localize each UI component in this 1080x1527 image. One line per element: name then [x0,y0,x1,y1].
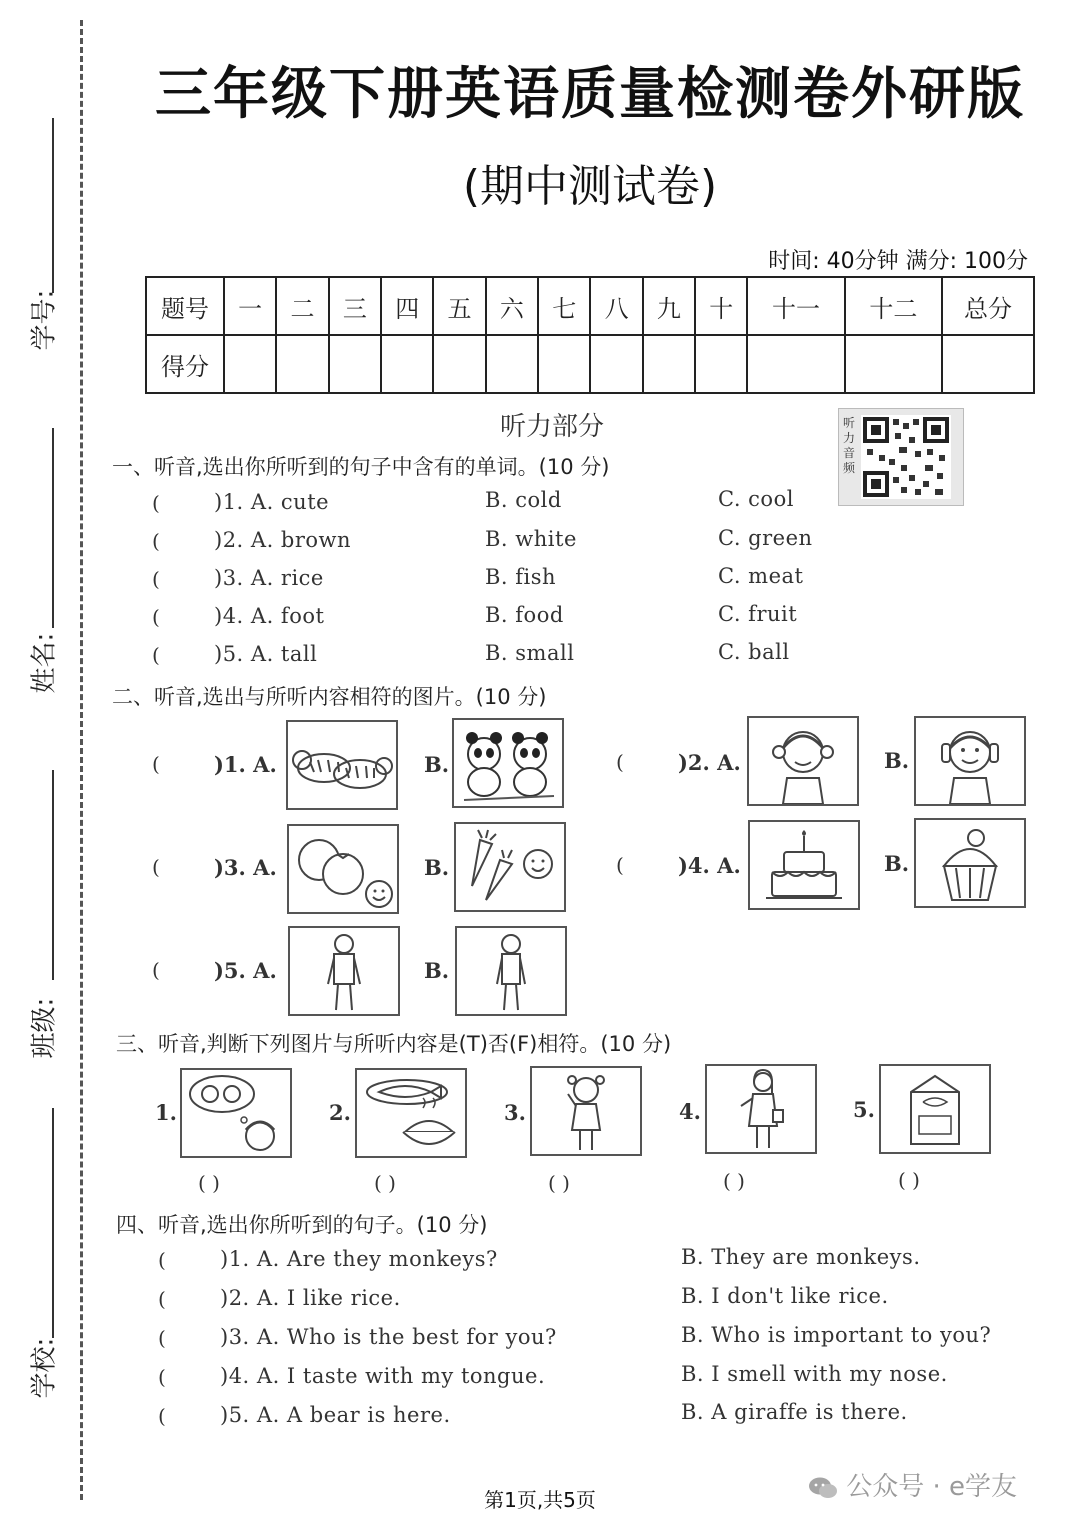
s3-q2-number: 2. [329,1100,351,1125]
table-cell: 十 [695,277,747,335]
s2-q1-label: )1. A. [214,752,277,777]
s2-q2-b-label: B. [884,748,910,773]
s1-q1-option-c: C. cool [718,487,794,511]
score-input-cell[interactable] [695,335,747,393]
answer-paren[interactable]: ( [152,643,160,667]
tf-answer-paren[interactable]: ( ) [548,1171,570,1195]
class-line [52,770,54,980]
s1-q2-option-c: C. green [718,526,813,550]
s1-q1-option-a: )1. A. cute [214,490,330,514]
score-input-cell[interactable] [276,335,328,393]
girl-touching-ears-picture[interactable] [914,716,1026,806]
page-subtitle: (期中测试卷) [462,161,718,212]
score-input-cell[interactable] [329,335,381,393]
cake-picture[interactable] [748,820,860,910]
table-cell: 四 [381,277,433,335]
pandas-picture[interactable] [452,718,564,808]
answer-paren[interactable]: ( [152,855,160,879]
s2-q4-label: )4. A. [678,853,741,878]
answer-paren[interactable]: ( [152,752,160,776]
s3-q4-number: 4. [679,1099,701,1124]
answer-paren[interactable]: ( [158,1248,166,1272]
carrots-picture[interactable] [454,822,566,912]
score-input-cell[interactable] [433,335,485,393]
tf-answer-paren[interactable]: ( ) [723,1169,745,1193]
woman-with-bag-picture[interactable] [705,1064,817,1154]
s1-q3-option-c: C. meat [718,564,804,588]
s1-q4-option-a: )4. A. foot [214,604,325,628]
s4-q3-option-b: B. Who is important to you? [681,1323,992,1347]
girl-eating-picture[interactable] [530,1066,642,1156]
section2-title: 二、听音,选出与所听内容相符的图片。(10 分) [112,685,547,709]
s4-q3-option-a: )3. A. Who is the best for you? [220,1325,557,1349]
school-label: 学校: [29,1337,60,1399]
tf-answer-paren[interactable]: ( ) [374,1171,396,1195]
s1-q5-option-b: B. small [485,641,575,665]
s4-q5-option-a: )5. A. A bear is here. [220,1403,451,1427]
score-table [145,276,1035,394]
score-input-cell[interactable] [538,335,590,393]
s4-q1-option-a: )1. A. Are they monkeys? [220,1247,498,1271]
answer-paren[interactable]: ( [158,1326,166,1350]
s1-q4-option-c: C. fruit [718,602,798,626]
answer-paren[interactable]: ( [158,1287,166,1311]
table-cell: 十二 [845,277,942,335]
table-cell: 一 [224,277,276,335]
watermark-text: 公众号 · e学友 [846,1472,1018,1502]
s3-q1-number: 1. [155,1100,177,1125]
student-no-label: 学号: [29,289,60,351]
table-cell: 八 [590,277,642,335]
score-input-cell[interactable] [643,335,695,393]
school-line [52,1108,54,1338]
answer-paren[interactable]: ( [616,750,624,774]
girl-thinking-lions-picture[interactable] [180,1068,292,1158]
s1-q2-option-b: B. white [485,527,577,551]
s4-q2-option-b: B. I don't like rice. [681,1284,889,1308]
tf-answer-paren[interactable]: ( ) [898,1168,920,1192]
tomatoes-picture[interactable] [287,824,399,914]
score-input-cell[interactable] [590,335,642,393]
s2-q3-label: )3. A. [214,855,277,880]
s1-q5-option-c: C. ball [718,640,790,664]
s1-q3-option-b: B. fish [485,565,557,589]
score-input-cell[interactable] [486,335,538,393]
score-table-score-row [146,335,1034,393]
s4-q4-option-a: )4. A. I taste with my tongue. [220,1364,546,1388]
page-title: 三年级下册英语质量检测卷外研版 [155,62,1025,127]
score-input-cell[interactable] [224,335,276,393]
table-cell: 九 [643,277,695,335]
watermark [808,1466,1017,1503]
s3-q5-number: 5. [853,1097,875,1122]
score-input-cell[interactable] [942,335,1034,393]
score-table-header-row [146,277,1034,335]
answer-paren[interactable]: ( [158,1404,166,1428]
milk-carton-picture[interactable] [879,1064,991,1154]
table-cell: 十一 [747,277,844,335]
table-cell: 题号 [146,277,224,335]
name-label: 姓名: [29,632,60,694]
s2-q5-label: )5. A. [214,958,277,983]
answer-paren[interactable]: ( [158,1365,166,1389]
tf-answer-paren[interactable]: ( ) [198,1171,220,1195]
score-input-cell[interactable] [747,335,844,393]
girl-touching-eyes-picture[interactable] [747,716,859,806]
answer-paren[interactable]: ( [152,958,160,982]
man-picture-a[interactable] [288,926,400,1016]
s4-q5-option-b: B. A giraffe is there. [681,1400,908,1424]
s4-q2-option-a: )2. A. I like rice. [220,1286,401,1310]
s1-q5-option-a: )5. A. tall [214,642,318,666]
s1-q1-option-b: B. cold [485,488,562,512]
s1-q3-option-a: )3. A. rice [214,566,324,590]
s4-q1-option-b: B. They are monkeys. [681,1245,921,1269]
table-cell: 七 [538,277,590,335]
binding-dashed-line [80,20,83,1500]
s1-q4-option-b: B. food [485,603,564,627]
s2-q2-label: )2. A. [678,750,741,775]
qr-code-label: 听力音频 [843,416,856,475]
section1-title: 一、听音,选出你所听到的句子中含有的单词。(10 分) [112,455,610,479]
class-label: 班级: [29,997,60,1059]
page-number: 第1页,共5页 [484,1488,596,1512]
answer-paren[interactable]: ( [616,853,624,877]
table-cell: 三 [329,277,381,335]
tigers-picture[interactable] [286,720,398,810]
s1-q2-option-a: )2. A. brown [214,528,352,552]
answer-paren[interactable]: ( [152,529,160,553]
table-cell: 总分 [942,277,1034,335]
s4-q4-option-b: B. I smell with my nose. [681,1362,948,1386]
wechat-icon [808,1476,838,1500]
student-no-line [52,118,54,293]
score-input-cell[interactable] [845,335,942,393]
fish-and-rice-picture[interactable] [355,1068,467,1158]
table-cell: 六 [486,277,538,335]
table-cell: 二 [276,277,328,335]
cupcake-picture[interactable] [914,818,1026,908]
man-picture-b[interactable] [455,926,567,1016]
table-cell: 得分 [146,335,224,393]
answer-paren[interactable]: ( [152,605,160,629]
time-info: 时间: 40分钟 满分: 100分 [768,249,1028,274]
answer-paren[interactable]: ( [152,567,160,591]
answer-paren[interactable]: ( [152,491,160,515]
s2-q3-b-label: B. [424,855,450,880]
score-input-cell[interactable] [381,335,433,393]
s3-q3-number: 3. [504,1100,526,1125]
section3-title: 三、听音,判断下列图片与所听内容是(T)否(F)相符。(10 分) [116,1032,672,1056]
listening-part-title: 听力部分 [500,412,605,442]
s2-q1-b-label: B. [424,752,450,777]
section4-title: 四、听音,选出你所听到的句子。(10 分) [116,1213,488,1237]
s2-q5-b-label: B. [424,958,450,983]
s2-q4-b-label: B. [884,851,910,876]
name-line [52,428,54,628]
table-cell: 五 [433,277,485,335]
